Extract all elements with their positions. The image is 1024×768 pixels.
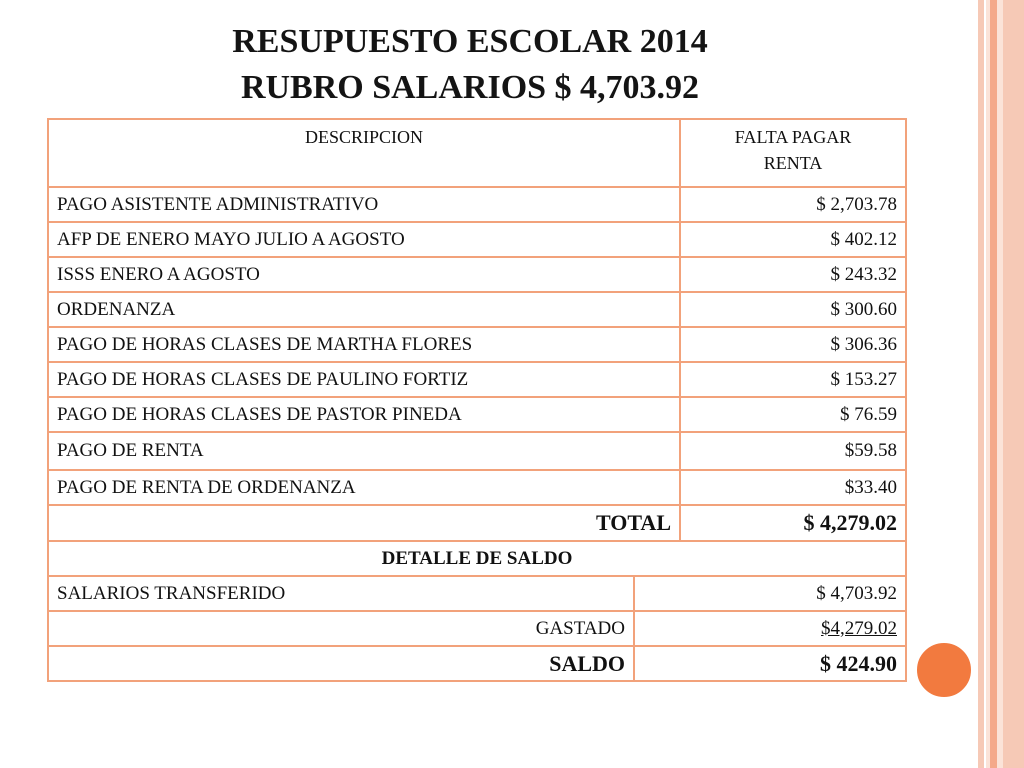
row-description: PAGO ASISTENTE ADMINISTRATIVO	[48, 187, 680, 222]
table-row	[48, 432, 906, 470]
header-amount	[680, 119, 906, 187]
table-row	[48, 257, 906, 292]
row-description: PAGO DE HORAS CLASES DE PASTOR PINEDA	[48, 397, 680, 432]
total-amount: $ 4,279.02	[680, 505, 906, 541]
row-description: PAGO DE RENTA DE ORDENANZA	[48, 470, 680, 505]
total-label: TOTAL	[48, 505, 680, 541]
decorative-stripe	[990, 0, 997, 768]
table-row	[48, 292, 906, 327]
header-description: DESCRIPCION	[48, 119, 680, 187]
header-amount-line2: RENTA	[763, 153, 823, 173]
row-amount: $ 306.36	[680, 327, 906, 362]
row-amount: $ 243.32	[680, 257, 906, 292]
row-amount: $33.40	[680, 470, 906, 505]
table-row	[48, 327, 906, 362]
decorative-stripe	[978, 0, 984, 768]
balance-label: SALDO	[48, 646, 634, 681]
row-amount: $59.58	[680, 432, 906, 470]
row-description: PAGO DE RENTA	[48, 432, 680, 470]
transferred-label: SALARIOS TRANSFERIDO	[48, 576, 634, 611]
row-description: AFP DE ENERO MAYO JULIO A AGOSTO	[48, 222, 680, 257]
detail-heading: DETALLE DE SALDO	[48, 541, 906, 576]
decorative-circle	[914, 640, 974, 700]
detail-row	[48, 611, 906, 646]
balance-amount: $ 424.90	[634, 646, 906, 681]
page-title: RESUPUESTO ESCOLAR 2014	[232, 23, 708, 60]
row-description: PAGO DE HORAS CLASES DE PAULINO FORTIZ	[48, 362, 680, 397]
row-description: ISSS ENERO A AGOSTO	[48, 257, 680, 292]
row-amount: $ 76.59	[680, 397, 906, 432]
budget-table	[47, 118, 907, 682]
row-description: ORDENANZA	[48, 292, 680, 327]
decorative-stripe	[1003, 0, 1024, 768]
table-row	[48, 187, 906, 222]
page-subtitle: RUBRO SALARIOS $ 4,703.92	[240, 69, 700, 106]
table-header-row	[48, 119, 906, 187]
table-row	[48, 362, 906, 397]
row-amount: $ 402.12	[680, 222, 906, 257]
row-amount: $ 300.60	[680, 292, 906, 327]
row-amount: $ 153.27	[680, 362, 906, 397]
total-row	[48, 505, 906, 541]
row-amount: $ 2,703.78	[680, 187, 906, 222]
header-amount-line1: FALTA PAGAR	[734, 127, 852, 147]
spent-amount: $4,279.02	[634, 611, 906, 646]
table-row	[48, 222, 906, 257]
detail-heading-row	[48, 541, 906, 576]
row-description: PAGO DE HORAS CLASES DE MARTHA FLORES	[48, 327, 680, 362]
table-row	[48, 470, 906, 505]
table-row	[48, 397, 906, 432]
detail-row	[48, 576, 906, 611]
transferred-amount: $ 4,703.92	[634, 576, 906, 611]
balance-row	[48, 646, 906, 681]
spent-label: GASTADO	[48, 611, 634, 646]
